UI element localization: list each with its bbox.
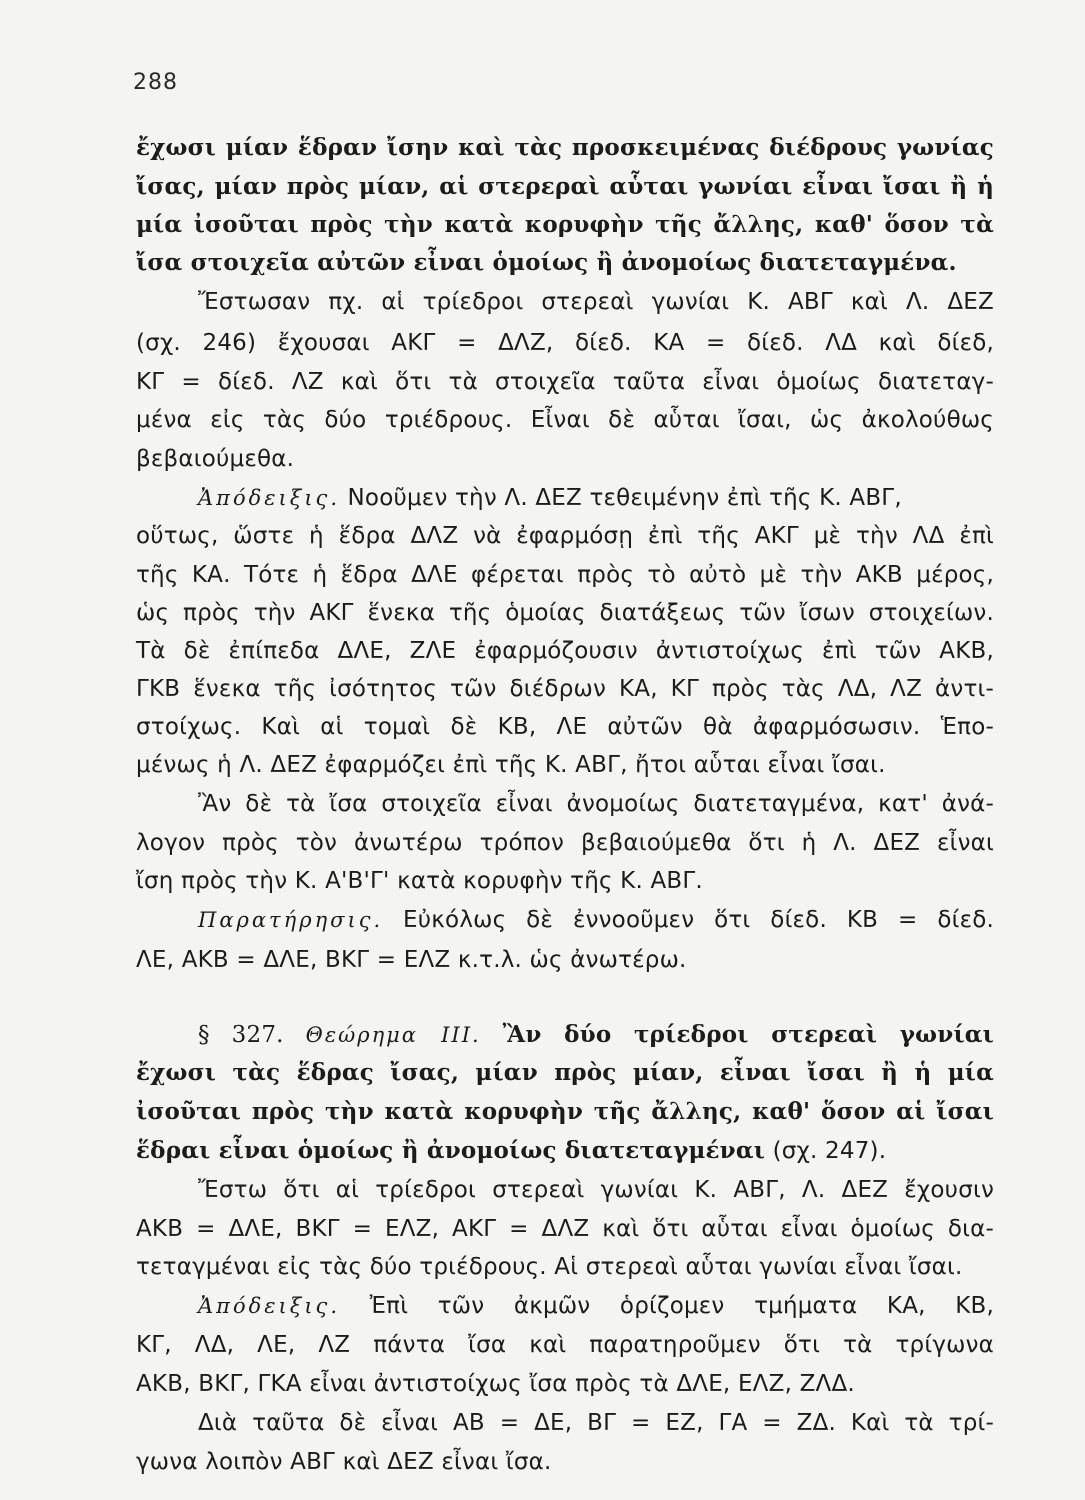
text-span: Ἐπὶ τῶν ἀκμῶν ὁρίζομεν τμήματα ΚΑ, ΚΒ,: [369, 1293, 994, 1319]
text-line: ἴση πρὸς τὴν Κ. Α'Β'Γ' κατὰ κορυφὴν τῆς Κ. ΑΒΓ.: [136, 868, 703, 894]
text-line: ἔχωσι τὰς ἕδρας ἴσας, μίαν πρὸς μίαν, εἶναι ἴσαι ἢ ἡ μία: [136, 1059, 994, 1086]
page-number: 288: [133, 70, 178, 95]
section-line: [198, 1020, 994, 1050]
text-line: στοίχως. Καὶ αἱ τομαὶ δὲ ΚΒ, ΛΕ αὐτῶν θὰ ἀφαρμόσωσιν. Ἑπο-: [136, 714, 994, 740]
text-line: ΑΚΒ = ΔΛΕ, ΒΚΓ = ΕΛΖ, ΑΚΓ = ΔΛΖ καὶ ὅτι αὗται εἶναι ὁμοίως δια-: [136, 1216, 994, 1242]
text-line: ἔχωσι μίαν ἕδραν ἴσην καὶ τὰς προσκειμένας διέδρους γωνίας: [136, 134, 994, 161]
text-span: ἕδραι εἶναι ὁμοίως ἢ ἀνομοίως διατεταγμέναι: [136, 1137, 766, 1164]
text-line: ΓΚΒ ἕνεκα τῆς ἰσότητος τῶν διέδρων ΚΑ, ΚΓ πρὸς τὰς ΛΔ, ΛΖ ἀντι-: [136, 676, 994, 702]
text-line: βεβαιούμεθα.: [136, 446, 295, 472]
figure-reference: (σχ. 247).: [772, 1138, 887, 1164]
text-line: ἴσα στοιχεῖα αὐτῶν εἶναι ὁμοίως ἢ ἀνομοίως διατεταγμένα.: [136, 249, 957, 276]
text-span: Εὐκόλως δὲ ἐννοοῦμεν ὅτι δίεδ. ΚΒ = δίεδ.: [403, 907, 995, 933]
proof-line: [198, 483, 994, 513]
text-line: μένως ἡ Λ. ΔΕΖ ἐφαρμόζει ἐπὶ τῆς Κ. ΑΒΓ, ἤτοι αὗται εἶναι ἴσαι.: [136, 752, 886, 778]
text-line: Ἔστω ὅτι αἱ τρίεδροι στερεαὶ γωνίαι Κ. ΑΒΓ, Λ. ΔΕΖ ἔχουσιν: [198, 1177, 994, 1203]
text-line: ΚΓ, ΛΔ, ΛΕ, ΛΖ πάντα ἴσα καὶ παρατηροῦμεν ὅτι τὰ τρίγωνα: [136, 1332, 994, 1358]
text-line: οὕτως, ὥστε ἡ ἕδρα ΔΛΖ νὰ ἐφαρμόσῃ ἐπὶ τῆς ΑΚΓ μὲ τὴν ΛΔ ἐπὶ: [136, 523, 994, 549]
text-line: τῆς ΚΑ. Τότε ἡ ἕδρα ΔΛΕ φέρεται πρὸς τὸ αὐτὸ μὲ τὴν ΑΚΒ μέρος,: [136, 562, 994, 588]
proof-heading: Ἀπόδειξις.: [198, 1294, 340, 1318]
text-line: ἰσοῦται πρὸς τὴν κατὰ κορυφὴν τῆς ἄλλης, καθ' ὅσον αἱ ἴσαι: [136, 1098, 994, 1125]
theorem-heading: Θεώρημα ΙΙΙ.: [305, 1023, 481, 1047]
text-line: γωνα λοιπὸν ΑΒΓ καὶ ΔΕΖ εἶναι ἴσα.: [136, 1449, 552, 1475]
text-line: Ἔστωσαν πχ. αἱ τρίεδροι στερεαὶ γωνίαι Κ. ΑΒΓ καὶ Λ. ΔΕΖ: [198, 289, 994, 315]
text-line: ΚΓ = δίεδ. ΛΖ καὶ ὅτι τὰ στοιχεῖα ταῦτα εἶναι ὁμοίως διατεταγ-: [136, 369, 994, 395]
text-line: μία ἰσοῦται πρὸς τὴν κατὰ κορυφὴν τῆς ἄλλης, καθ' ὅσον τὰ: [136, 211, 994, 238]
text-span: Νοοῦμεν τὴν Λ. ΔΕΖ τεθειμένην ἐπὶ τῆς Κ. ΑΒΓ,: [347, 485, 902, 511]
remark-line: [198, 905, 994, 935]
theorem-text: Ἂν δύο τρίεδροι στερεαὶ γωνίαι: [502, 1021, 995, 1048]
section-number: § 327.: [198, 1022, 284, 1048]
text-line: ἴσας, μίαν πρὸς μίαν, αἱ στερεραὶ αὗται γωνίαι εἶναι ἴσαι ἢ ἡ: [136, 173, 994, 200]
proof-heading: Ἀπόδειξις.: [198, 486, 340, 510]
text-line: Διὰ ταῦτα δὲ εἶναι ΑΒ = ΔΕ, ΒΓ = ΕΖ, ΓΑ = ΖΔ. Καὶ τὰ τρί-: [198, 1410, 994, 1436]
text-line: ΛΕ, ΑΚΒ = ΔΛΕ, ΒΚΓ = ΕΛΖ κ.τ.λ. ὡς ἀνωτέρω.: [136, 947, 687, 973]
theorem-last-line: [136, 1136, 994, 1166]
remark-heading: Παρατήρησις.: [198, 908, 384, 932]
text-line: (σχ. 246) ἔχουσαι ΑΚΓ = ΔΛΖ, δίεδ. ΚΑ = δίεδ. ΛΔ καὶ δίεδ,: [136, 330, 994, 356]
text-line: Ἂν δὲ τὰ ἴσα στοιχεῖα εἶναι ἀνομοίως διατεταγμένα, κατ' ἀνά-: [198, 791, 994, 817]
text-line: τεταγμέναι εἰς τὰς δύο τριέδρους. Αἱ στερεαὶ αὗται γωνίαι εἶναι ἴσαι.: [136, 1254, 963, 1280]
text-line: ΑΚΒ, ΒΚΓ, ΓΚΑ εἶναι ἀντιστοίχως ἴσα πρὸς τὰ ΔΛΕ, ΕΛΖ, ΖΛΔ.: [136, 1371, 855, 1397]
text-line: λογον πρὸς τὸν ἀνωτέρω τρόπον βεβαιούμεθα ὅτι ἡ Λ. ΔΕΖ εἶναι: [136, 830, 994, 856]
text-line: μένα εἰς τὰς δύο τριέδρους. Εἶναι δὲ αὗται ἴσαι, ὡς ἀκολούθως: [136, 407, 994, 433]
text-line: Τὰ δὲ ἐπίπεδα ΔΛΕ, ΖΛΕ ἐφαρμόζουσιν ἀντιστοίχως ἐπὶ τῶν ΑΚΒ,: [136, 638, 994, 664]
proof-line: [198, 1291, 994, 1321]
text-line: ὡς πρὸς τὴν ΑΚΓ ἕνεκα τῆς ὁμοίας διατάξεως τῶν ἴσων στοιχείων.: [136, 600, 994, 626]
